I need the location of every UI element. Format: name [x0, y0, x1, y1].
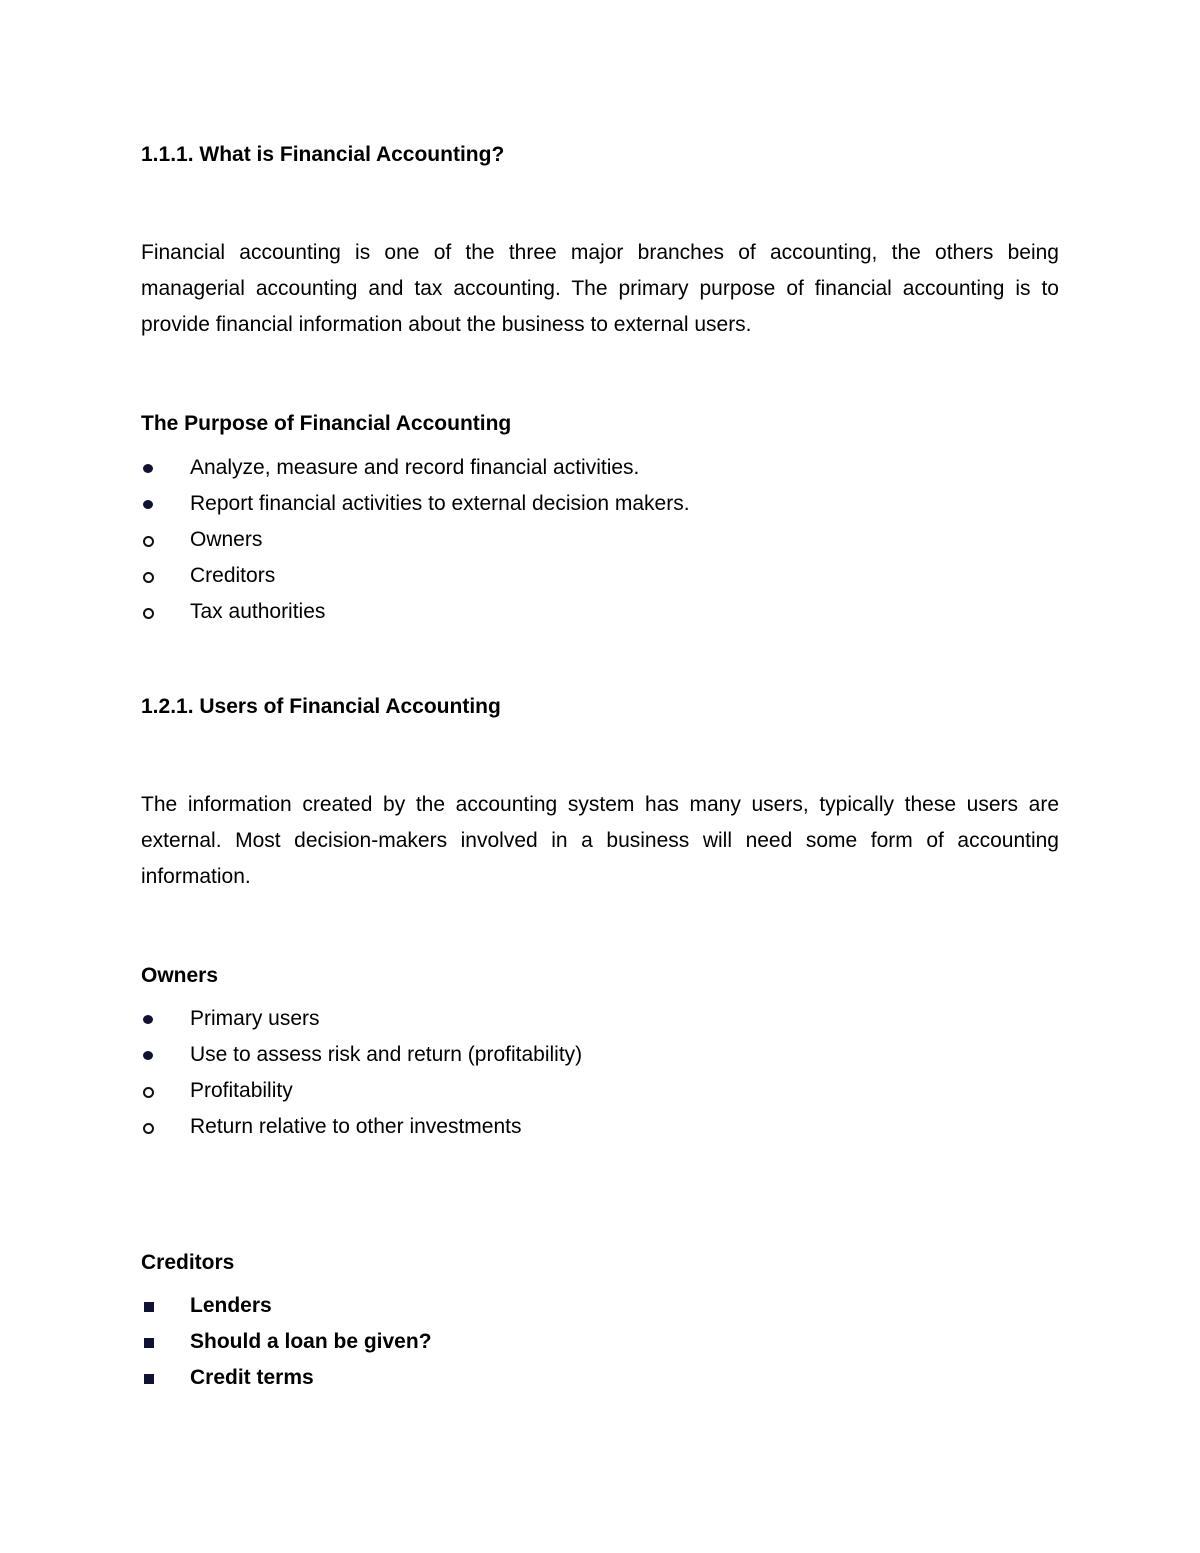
creditors-list [141, 1288, 432, 1396]
owners-list [141, 1001, 582, 1145]
bullet-disc-icon [141, 1037, 157, 1073]
list-item: Return relative to other investments [141, 1109, 582, 1145]
paragraph-users-description: The information created by the accounting system has many users, typically these users are external. Most decision-makers involved in a business will need some form of accounting information. [141, 793, 1059, 888]
list-item: Should a loan be given? [141, 1324, 432, 1360]
section-heading-what-is-financial-accounting: 1.1.1. What is Financial Accounting? [141, 143, 505, 166]
paragraph-financial-accounting-definition: Financial accounting is one of the three major branches of accounting, the others being managerial accounting and tax accounting. The primary purpose of financial accounting is to provide financial information about the business to external users. [141, 241, 1059, 336]
bullet-circle-icon [141, 1109, 157, 1145]
bullet-square-icon [141, 1360, 157, 1396]
bullet-square-icon [141, 1288, 157, 1324]
bullet-square-icon [141, 1324, 157, 1360]
list-item: Profitability [141, 1073, 582, 1109]
list-item: Use to assess risk and return (profitability) [141, 1037, 582, 1073]
bullet-circle-icon [141, 558, 157, 594]
list-item: Analyze, measure and record financial activities. [141, 450, 690, 486]
list-item: Primary users [141, 1001, 582, 1037]
section-heading-creditors: Creditors [141, 1251, 235, 1274]
list-item: Tax authorities [141, 594, 690, 630]
list-item: Credit terms [141, 1360, 432, 1396]
purpose-list [141, 450, 690, 630]
list-item: Lenders [141, 1288, 432, 1324]
bullet-circle-icon [141, 1073, 157, 1109]
bullet-disc-icon [141, 486, 157, 522]
bullet-disc-icon [141, 1001, 157, 1037]
section-heading-owners: Owners [141, 964, 219, 987]
list-item: Report financial activities to external decision makers. [141, 486, 690, 522]
section-heading-users-of-financial-accounting: 1.2.1. Users of Financial Accounting [141, 695, 501, 718]
bullet-circle-icon [141, 522, 157, 558]
list-item: Creditors [141, 558, 690, 594]
bullet-circle-icon [141, 594, 157, 630]
section-heading-purpose: The Purpose of Financial Accounting [141, 412, 512, 435]
bullet-disc-icon [141, 450, 157, 486]
list-item: Owners [141, 522, 690, 558]
